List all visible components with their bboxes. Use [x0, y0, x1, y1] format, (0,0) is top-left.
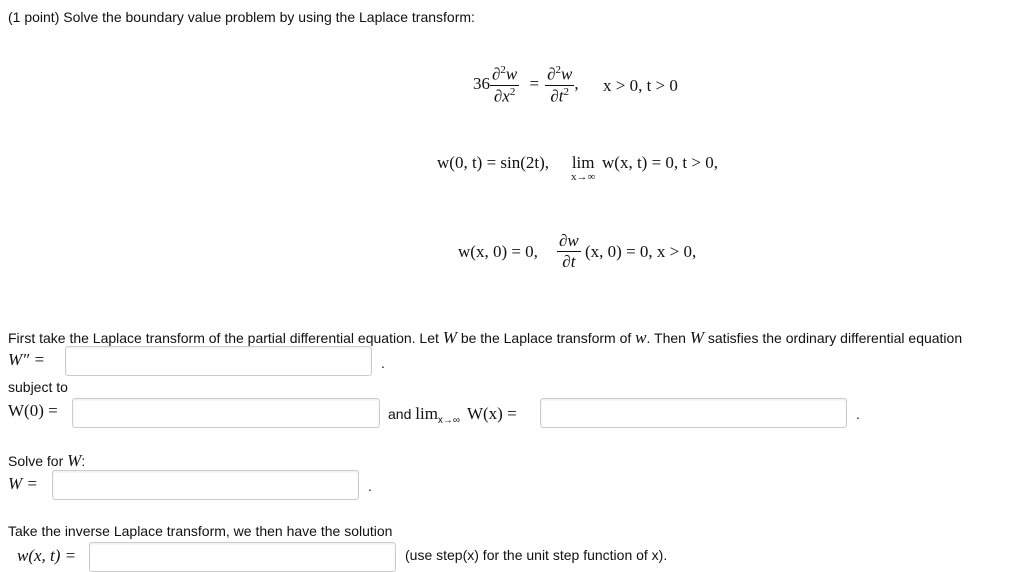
W0-input[interactable] [72, 398, 380, 428]
boundary-condition-right: w(x, t) = 0, t > 0, [602, 153, 718, 172]
W-label: W = [8, 474, 38, 493]
step1-W2: W [689, 328, 704, 347]
step1-W: W [442, 328, 457, 347]
and-limit-label [388, 404, 517, 426]
step1-part-c: . Then [646, 330, 690, 346]
period: . [381, 355, 385, 371]
pde-condition: x > 0, t > 0 [603, 76, 678, 95]
solve-for-text: Solve for W: [8, 451, 86, 470]
limit-word: lim [571, 153, 595, 172]
wxt-label: w(x, t) = [17, 546, 77, 565]
wxt-input[interactable] [89, 542, 396, 572]
lim-rhs: W(x) = [466, 404, 517, 423]
W-input[interactable] [52, 470, 359, 500]
pde-coefficient: 36 [473, 74, 490, 94]
inverse-transform-text: Take the inverse Laplace transform, we then have the solution [8, 523, 393, 539]
step1-part-b: be the Laplace transform of [456, 330, 636, 346]
lim-word: lim [415, 404, 438, 423]
limit-subscript: x→∞ [571, 171, 596, 183]
and-text: and [388, 406, 412, 422]
W-limit-input[interactable] [540, 398, 847, 428]
Wpp-input[interactable] [65, 346, 372, 376]
subject-to-text: subject to [8, 379, 68, 395]
step1-w: w [635, 328, 647, 347]
pde-rhs-fraction: $\frac{\partial^2w}{\partial t^2}$ [547, 64, 573, 106]
solve-for-word: Solve for [8, 453, 64, 469]
initial-condition-left: w(x, 0) = 0, [458, 242, 538, 261]
boundary-condition-left: w(0, t) = sin(2t), [437, 153, 550, 172]
pde-lhs-fraction: $\frac{\partial^2w}{\partial x^2}$ [492, 64, 518, 106]
W0-label: W(0) = [8, 401, 58, 420]
boundary-limit [571, 153, 595, 183]
problem-intro: (1 point) Solve the boundary value problem by using the Laplace transform: [8, 9, 475, 25]
initial-derivative-fraction: $\frac{\partial w}{\partial t}$ [559, 231, 579, 271]
Wpp-label: W″ = [8, 350, 45, 369]
initial-condition-right: (x, 0) = 0, x > 0, [585, 242, 697, 261]
step1-part-a: First take the Laplace transform of the partial differential equation. Let [8, 330, 443, 346]
pde-equation: 36 $\frac{\partial^2w}{\partial x^2}$ = $\frac{\partial^2w}{\partial t^2}$ , [473, 64, 579, 106]
solve-W: W [67, 451, 82, 470]
step1-part-d: satisfies the ordinary differential equation [704, 330, 963, 346]
lim-subscript: x→∞ [437, 414, 461, 426]
step1-text [8, 328, 962, 348]
step-function-hint: (use step(x) for the unit step function of x). [405, 547, 668, 563]
period: . [856, 406, 860, 422]
period: . [368, 478, 372, 494]
